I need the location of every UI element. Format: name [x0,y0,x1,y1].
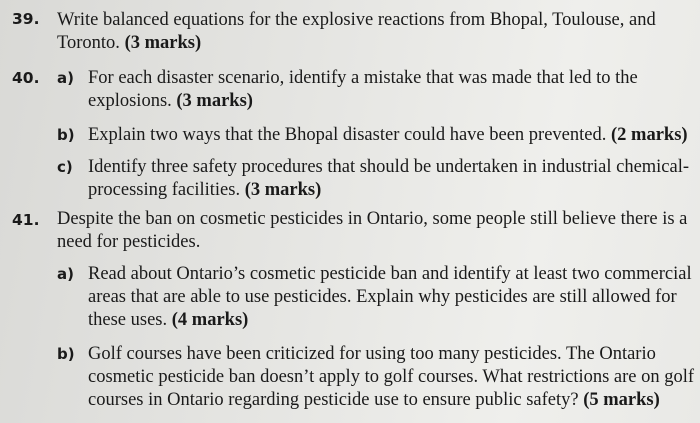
question-text-end: Toronto. [57,33,120,53]
question-text-line: Despite the ban on cosmetic pesticides in Ontario, some people still believe there is a [57,209,688,229]
part-text-end: processing facilities. [88,180,241,200]
question-text-line [57,32,201,54]
marks: (3 marks) [176,91,253,111]
part-text-end: these uses. [88,310,168,330]
part-label: b) [57,126,75,144]
part-text-line [88,389,660,411]
question-number: 39. [12,10,40,28]
part-label: a) [57,265,74,283]
marks: (3 marks) [124,33,202,53]
question-number: 41. [12,211,40,229]
part-text-line: For each disaster scenario, identify a mistake that was made that led to the [88,68,638,88]
part-text-line [88,309,248,331]
part-label: a) [57,69,74,87]
part-text-line [88,124,688,146]
part-text-line: Identify three safety procedures that should be undertaken in industrial chemical- [88,157,690,177]
part-text-line [88,179,321,201]
part-text-line: Read about Ontario’s cosmetic pesticide ban and identify at least two commercial [88,264,692,284]
part-text-line: cosmetic pesticide ban doesn’t apply to golf courses. What restrictions are on golf [88,367,695,387]
marks: (2 marks) [611,125,688,145]
question-number: 40. [12,69,40,87]
question-text-line: need for pesticides. [57,232,201,252]
question-text-line: Write balanced equations for the explosive reactions from Bhopal, Toulouse, and [57,10,656,30]
part-text-line: Golf courses have been criticized for using too many pesticides. The Ontario [88,344,656,364]
part-text-end: Explain two ways that the Bhopal disaster could have been prevented. [88,125,607,145]
part-label: c) [57,158,73,176]
part-text-end: courses in Ontario regarding pesticide use to ensure public safety? [88,390,579,410]
marks: (3 marks) [244,180,322,200]
marks: (5 marks) [583,390,660,410]
part-label: b) [57,345,75,363]
part-text-end: explosions. [88,91,172,111]
part-text-line: areas that are able to use pesticides. Explain why pesticides are still allowed for [88,287,677,307]
marks: (4 marks) [171,310,249,330]
part-text-line [88,90,253,112]
